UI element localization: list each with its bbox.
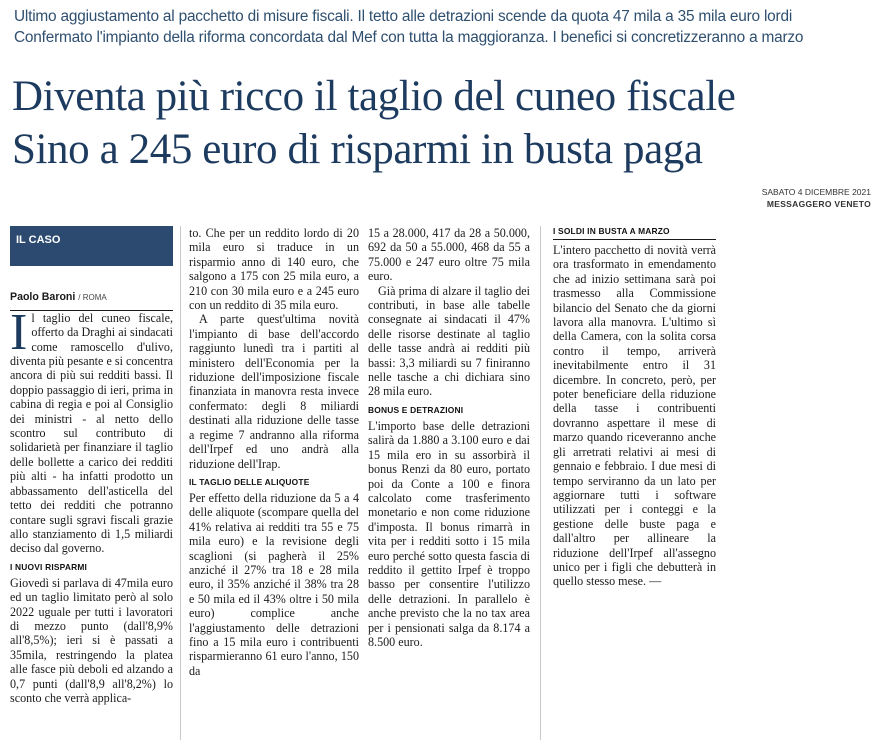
section-heading-bonus-detrazioni: BONUS E DETRAZIONI: [368, 404, 464, 415]
subheadline: [14, 6, 876, 48]
paragraph: Già prima di alzare il taglio dei contributi, in base alle tabelle consegnate ai sindacati il 47% delle risorse destinate al taglio delle tasse andrà ai redditi più bassi: 3,3 miliardi su 7 finiranno nelle tasche a chi dichiara sino 28 mila euro.: [368, 283, 530, 399]
lead-paragraph: [10, 303, 173, 556]
section-heading-soldi-busta: I SOLDI IN BUSTA A MARZO: [553, 226, 716, 240]
author-name: Paolo Baroni: [10, 291, 76, 304]
column-divider: [180, 226, 181, 740]
article-column-1: [10, 226, 173, 705]
subheadline-line-1: Ultimo aggiustamento al pacchetto di misure fiscali. Il tetto alle detrazioni scende da quota 47 mila a 35 mila euro lordi: [14, 8, 793, 25]
subheadline-line-2: Confermato l'impianto della riforma concordata dal Mef con tutta la maggioranza. I benefici si concretizzeranno a marzo: [14, 29, 804, 46]
paragraph: Per effetto della riduzione da 5 a 4 delle aliquote (scompare quella del 41% relativa ai redditi tra 55 e 75 mila euro) e la revisione degli scaglioni (si pagherà il 25% anziché il 27% tra 18 e 28 mila euro, il 35% anziché il 38% tra 28 e 50 mila ed il 43% oltre i 50 mila euro) complice anche l'aggiustamento delle detrazioni fino a 15 mila euro i contribuenti risparmieranno 61 euro l'anno, 150 da: [189, 490, 359, 678]
newspaper-name: MESSAGGERO VENETO: [766, 199, 871, 209]
headline-line-2: Sino a 245 euro di risparmi in busta paga: [12, 126, 703, 173]
article-column-4: [553, 226, 716, 589]
paragraph: L'intero pacchetto di novità verrà ora trasformato in emendamento che ad inizio settimana sarà poi trasmesso alla Commissione bilancio del Senato che da giorni lavora alla manovra. L'ultimo sì della Camera, con la solita corsa contro il tempo, arriverà inevitabilmente entro il 31 dicembre. In concreto, però, per poter beneficiare della riduzione della tasse i contribuenti dovranno aspettare il mese di marzo quando riceveranno anche gli arretrati relativi ai mesi di gennaio e febbraio. I due mesi di tempo serviranno da un lato per aggiornare tutti i software utilizzati per i conteggi e la gestione delle buste paga e dall'altro per allineare la riduzione dell'Irpef all'assegno unico per i figli che debutterà in quello stesso mese. —: [553, 243, 716, 589]
lead-text: l taglio del cuneo fiscale, offerto da Draghi ai sindacati come ramoscello d'ulivo, diventa più pesante e si concentra ancora di più sui redditi bassi. Il doppio passaggio di ieri, prima in cabina di regia e poi al Consiglio dei ministri - al netto dello scontro sul contributo di solidarietà per finanziare il taglio delle bollette a carico dei redditi più alti - ha infatti prodotto un abbassamento dell'asticella del tetto dei redditi che potranno contare sugli sgravi fiscali grazie allo stanziamento di 1,5 miliardi deciso dal governo.: [10, 310, 173, 556]
paragraph: to. Che per un reddito lordo di 20 mila euro si traduce in un risparmio anno di 140 euro, che salgono a 175 con 25 mila euro, a 210 con 30 mila euro e a 245 euro con un reddito di 35 mila euro.: [189, 226, 359, 313]
il-caso-box: [10, 226, 173, 266]
paragraph: Giovedì si parlava di 47mila euro ed un taglio limitato però al solo 2022 uguale per tutti i lavoratori di mezzo punto (dall'8,9% all'8,5%); ieri si è passati a 35mila, restringendo la platea alle fasce più deboli ed alzando a 0,7 punti (dall'8,9 all'8,2%) lo sconto che verrà applica-: [10, 575, 173, 705]
paragraph: A parte quest'ultima novità l'impianto di base dell'accordo raggiunto lunedì tra i partiti al ministero dell'Economia per la riduzione dell'imposizione fiscale finanziata in manovra resta invece confermato: degli 8 miliardi destinati alla riduzione delle tasse a regime 7 andranno alla riforma dell'Irpef ed uno andrà alla riduzione dell'Irap.: [189, 312, 359, 471]
headline-line-1: Diventa più ricco il taglio del cuneo fiscale: [12, 73, 736, 120]
column-divider: [540, 226, 541, 740]
dateline-city: / ROMA: [78, 293, 107, 303]
section-heading-nuovi-risparmi: I NUOVI RISPARMI: [10, 561, 88, 572]
section-heading-taglio-aliquote: IL TAGLIO DELLE ALIQUOTE: [189, 476, 310, 487]
drop-cap: I: [10, 303, 28, 361]
paragraph: L'importo base delle detrazioni salirà da 1.880 a 3.100 euro e dai 15 mila ero in su assorbirà il bonus Renzi da 80 euro, portato poi da Conte a 100 e finora calcolato come trasferimento monetario e non come riduzione d'imposta. Il bonus rimarrà in vita per i redditi sotto i 15 mila euro perché sotto questa fascia di reddito il gettito Irpef è troppo basso per consentire l'utilizzo delle detrazioni. In parallelo è anche previsto che la no tax area per i pensionati salga da 8.174 a 8.500 euro.: [368, 418, 530, 649]
article-column-2: [189, 226, 359, 678]
article-column-3: [368, 226, 530, 649]
byline: [10, 290, 173, 310]
headline: [12, 70, 878, 176]
il-caso-label: IL CASO: [16, 234, 61, 246]
paragraph: 15 a 28.000, 417 da 28 a 50.000, 692 da 50 a 55.000, 468 da 55 a 75.000 e 247 euro oltre 75 mila euro.: [368, 226, 530, 284]
dateline: [762, 186, 871, 210]
publication-date: SABATO 4 DICEMBRE 2021: [761, 187, 871, 197]
